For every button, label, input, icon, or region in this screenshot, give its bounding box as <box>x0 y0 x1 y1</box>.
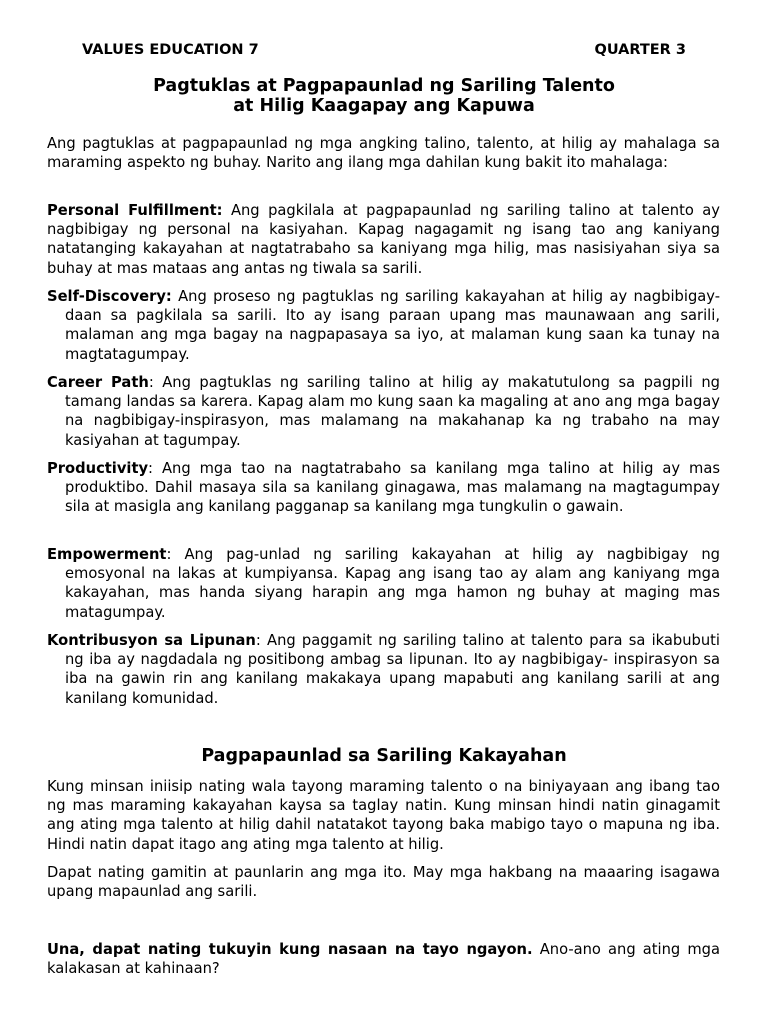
reason-label: Kontribusyon sa Lipunan <box>47 632 256 649</box>
reason-personal-fulfillment <box>47 201 720 278</box>
reason-career-path <box>47 373 720 450</box>
reason-text: : Ang pag-unlad ng sariling kakayahan at hilig ay nagbibigay ng emosyonal na lakas at kumpiyansa. Kapag ang isang tao ay alam ang kaniyang mga kakayahan, mas handa siyang harapin ang mga hamon ng buhay at maging mas matagumpay. <box>65 546 720 621</box>
section-heading: Pagpapaunlad sa Sariling Kakayahan <box>201 746 567 766</box>
reason-label: Productivity <box>47 460 149 477</box>
subject-header: VALUES EDUCATION 7 <box>82 42 259 58</box>
reason-empowerment <box>47 545 720 622</box>
section2-paragraph-1: Kung minsan iniisip nating wala tayong maraming talento o na biniyayaan ang ibang tao ng mas maraming kakayahan kaysa sa taglay natin. Kung minsan hindi natin ginagamit ang ating mga talento at hilig dahil natatakot tayong baka mabigo tayo o mapuna ng iba. Hindi natin dapat itago ang ating mga talento at hilig. <box>47 778 720 853</box>
reason-text: : Ang mga tao na nagtatrabaho sa kanilang mga talino at hilig ay mas produktibo. Dahil masaya sila sa kanilang ginagawa, mas malamang na magtagumpay sila at masigla ang kanilang pagganap sa kanilang mga tungkulin o gawain. <box>65 460 720 516</box>
quarter-header: QUARTER 3 <box>594 42 686 58</box>
reason-text: Ang pagkilala at pagpapaunlad ng sariling talino at talento ay nagbibigay ng personal na kasiyahan. Kapag nagagamit ng isang tao ang kaniyang natatanging kakayahan at nagtatrabaho sa kaniyang mga hilig, mas nasisiyahan siya sa buhay at mas mataas ang antas ng tiwala sa sarili. <box>47 202 720 277</box>
reason-text: : Ang paggamit ng sariling talino at talento para sa ikabubuti ng iba ay nagdadala ng positibong ambag sa lipunan. Ito ay nagbibigay- inspirasyon sa iba na gawin rin ang kanilang makakaya upang mapabuti ang kanilang sarili at ang kanilang komunidad. <box>65 632 721 707</box>
intro-block <box>47 134 720 172</box>
section2-paragraph-2: Dapat nating gamitin at paunlarin ang mga ito. May mga hakbang na maaaring isagawa upang mapaunlad ang sarili. <box>47 864 720 901</box>
reason-label: Personal Fulfillment: <box>47 202 223 219</box>
section2-step-1 <box>47 940 720 978</box>
reason-productivity <box>47 459 720 517</box>
reason-kontribusyon <box>47 631 720 708</box>
reason-label: Self-Discovery: <box>47 288 172 305</box>
reason-label: Career Path <box>47 374 149 391</box>
title-line-2: at Hilig Kaagapay ang Kapuwa <box>233 96 535 116</box>
reason-text: : Ang pagtuklas ng sariling talino at hilig ay makatutulong sa pagpili ng tamang landas sa karera. Kapag alam mo kung saan ka magaling at ano ang mga bagay na nagbibigay-inspirasyon, mas malamang na makahanap ka ng trabaho na may kasiyahan at tagumpay. <box>65 374 720 449</box>
document-title <box>0 76 768 116</box>
step-1-label: Una, dapat nating tukuyin kung nasaan na tayo ngayon. <box>47 941 533 958</box>
step-1-text: Ano-ano ang ating mga kalakasan at kahinaan? <box>47 941 720 978</box>
reason-text: Ang proseso ng pagtuklas ng sariling kakayahan at hilig ay nagbibigay-daan sa pagkilala sa sarili. Ito ay isang paraan upang mas maunawaan ang sarili, malaman ang mga bagay na nagpapasaya sa iyo, at malaman kung saan ka tunay na magtatagumpay. <box>65 288 720 363</box>
reason-self-discovery <box>47 287 720 364</box>
reason-label: Empowerment <box>47 546 167 563</box>
title-line-1: Pagtuklas at Pagpapaunlad ng Sariling Talento <box>153 76 615 96</box>
intro-paragraph: Ang pagtuklas at pagpapaunlad ng mga angking talino, talento, at hilig ay mahalaga sa maraming aspekto ng buhay. Narito ang ilang mga dahilan kung bakit ito mahalaga: <box>47 135 720 172</box>
